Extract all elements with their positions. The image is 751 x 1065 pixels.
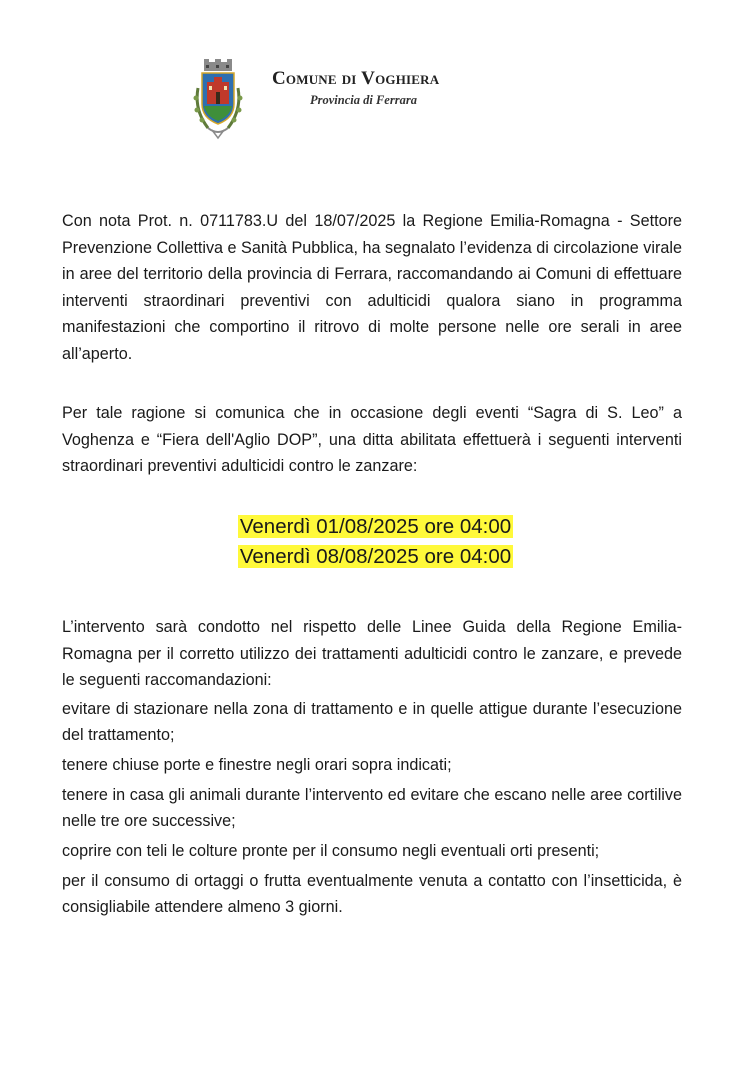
recommendation-item: tenere in casa gli animali durante l’intervento ed evitare che escano nelle aree cortilive nelle tre ore successive;	[62, 786, 682, 830]
municipality-name: Comune di Voghiera	[272, 68, 440, 89]
treatment-date: Venerdì 08/08/2025 ore 04:00	[239, 545, 512, 568]
recommendation-item: per il consumo di ortaggi o frutta eventualmente venuta a contatto con l’insetticida, è consigliabile attendere almeno 3 giorni.	[62, 872, 682, 916]
treatment-dates	[0, 512, 751, 572]
intro-paragraph: Con nota Prot. n. 0711783.U del 18/07/2025 la Regione Emilia-Romagna - Settore Prevenzione Collettiva e Sanità Pubblica, ha segnalato l’evidenza di circolazione virale in aree del territorio della provincia di Ferrara, raccomandando ai Comuni di effettuare interventi straordinari preventivi con adulticidi qualora siano in programma manifestazioni che comportino il ritrovo di molte persone nelle ore serali in aree all’aperto.	[62, 212, 682, 363]
guidelines-paragraph: L’intervento sarà condotto nel rispetto delle Linee Guida della Regione Emilia-Romagna per il corretto utilizzo dei trattamenti adulticidi contro le zanzare, e prevede le seguenti raccomandazioni:	[62, 618, 682, 689]
announcement-paragraph: Per tale ragione si comunica che in occasione degli eventi “Sagra di S. Leo” a Voghenza e “Fiera dell'Aglio DOP”, una ditta abilitata effettuerà i seguenti interventi straordinari preventivi adulticidi contro le zanzare:	[62, 404, 682, 475]
province-name: Provincia di Ferrara	[310, 93, 417, 107]
recommendation-item: evitare di stazionare nella zona di trattamento e in quelle attigue durante l’esecuzione del trattamento;	[62, 700, 682, 744]
recommendations-list	[62, 696, 682, 924]
treatment-date: Venerdì 01/08/2025 ore 04:00	[239, 515, 512, 538]
recommendation-item: tenere chiuse porte e finestre negli orari sopra indicati;	[62, 756, 452, 774]
municipal-crest-icon	[190, 58, 246, 142]
letterhead	[190, 56, 590, 146]
recommendation-item: coprire con teli le colture pronte per il consumo negli eventuali orti presenti;	[62, 842, 600, 860]
